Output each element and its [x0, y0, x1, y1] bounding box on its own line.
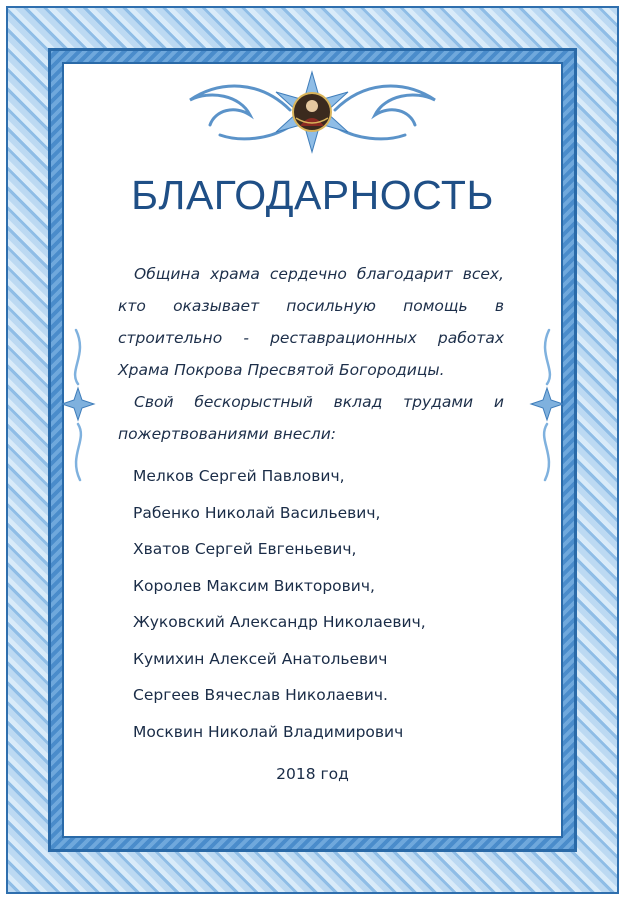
contributors-list: [133, 462, 426, 754]
certificate-title: БЛАГОДАРНОСТЬ: [131, 172, 494, 218]
list-item: Хватов Сергей Евгеньевич,: [133, 540, 357, 558]
floral-ornament-icon: [527, 320, 567, 490]
list-item: Мелков Сергей Павлович,: [133, 467, 345, 485]
intro-paragraph-gratitude: Община храма сердечно благодарит всех, кто оказывает посильную помощь в строительно - реставрационных работах Храма Покрова Пресвятой Богородицы.: [118, 265, 504, 379]
floral-ornament-icon: [58, 320, 98, 490]
certificate-year: 2018 год: [276, 765, 349, 783]
list-item: Жуковский Александр Николаевич,: [133, 613, 426, 631]
list-item: Королев Максим Викторович,: [133, 576, 375, 595]
list-item: Сергеев Вячеслав Николаевич.: [133, 686, 388, 704]
list-item: Москвин Николай Владимирович: [133, 722, 404, 741]
icon-medallion-ornament-icon: [180, 70, 445, 155]
intro-paragraph-contributors: Свой бескорыстный вклад трудами и пожертвованиями внесли:: [118, 393, 504, 443]
list-item: Кумихин Алексей Анатольевич: [133, 649, 388, 668]
intro-text: [118, 258, 504, 450]
list-item: Рабенко Николай Васильевич,: [133, 503, 381, 522]
